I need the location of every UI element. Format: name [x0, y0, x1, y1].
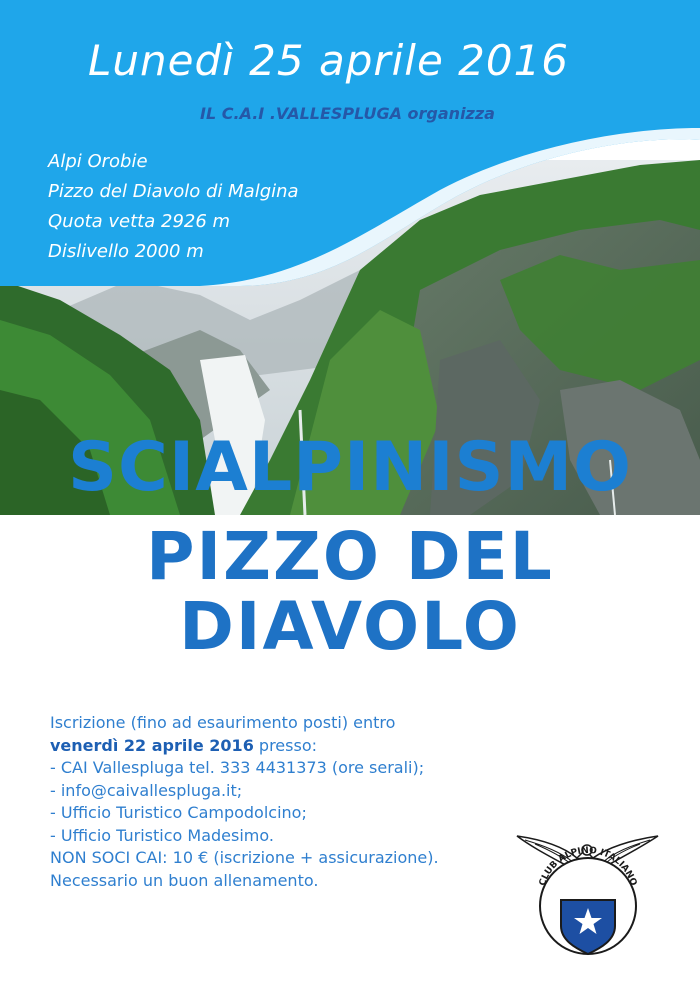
logo-text: CLUB ALPINO ITALIANO: [537, 845, 639, 888]
contact-madesimo: - Ufficio Turistico Madesimo.: [50, 825, 274, 845]
deadline-date: venerdì 22 aprile 2016: [50, 735, 254, 755]
registration-deadline: [50, 735, 439, 758]
contact-campodolcino: - Ufficio Turistico Campodolcino;: [50, 803, 307, 822]
registration-intro: Iscrizione (fino ad esaurimento posti) entro: [50, 713, 396, 732]
organizer-text: IL C.A.I .VALLESPLUGA organizza: [200, 104, 495, 123]
contact-phone: - CAI Vallespluga tel. 333 4431373 (ore serali);: [50, 758, 425, 777]
info-line-elevation-gain: Dislivello 2000 m: [48, 241, 204, 262]
registration-details: [50, 712, 439, 892]
info-line-area: Alpi Orobie: [48, 151, 148, 172]
title-peak-line2: DIAVOLO: [179, 588, 521, 665]
deadline-suffix: presso:: [253, 735, 317, 755]
info-line-altitude: Quota vetta 2926 m: [48, 211, 231, 232]
cai-logo-icon: [515, 828, 660, 958]
training-note: Necessario un buon allenamento.: [50, 870, 319, 890]
trip-info: [48, 147, 299, 267]
event-date: Lunedì 25 aprile 2016: [88, 36, 570, 85]
info-line-peak: Pizzo del Diavolo di Malgina: [48, 181, 299, 202]
title-peak-line1: PIZZO DEL: [146, 518, 554, 595]
title-discipline: SCIALPINISMO: [68, 428, 632, 507]
fee-text: NON SOCI CAI: 10 € (iscrizione + assicurazione).: [50, 848, 439, 867]
contact-email: - info@caivallespluga.it;: [50, 780, 243, 800]
